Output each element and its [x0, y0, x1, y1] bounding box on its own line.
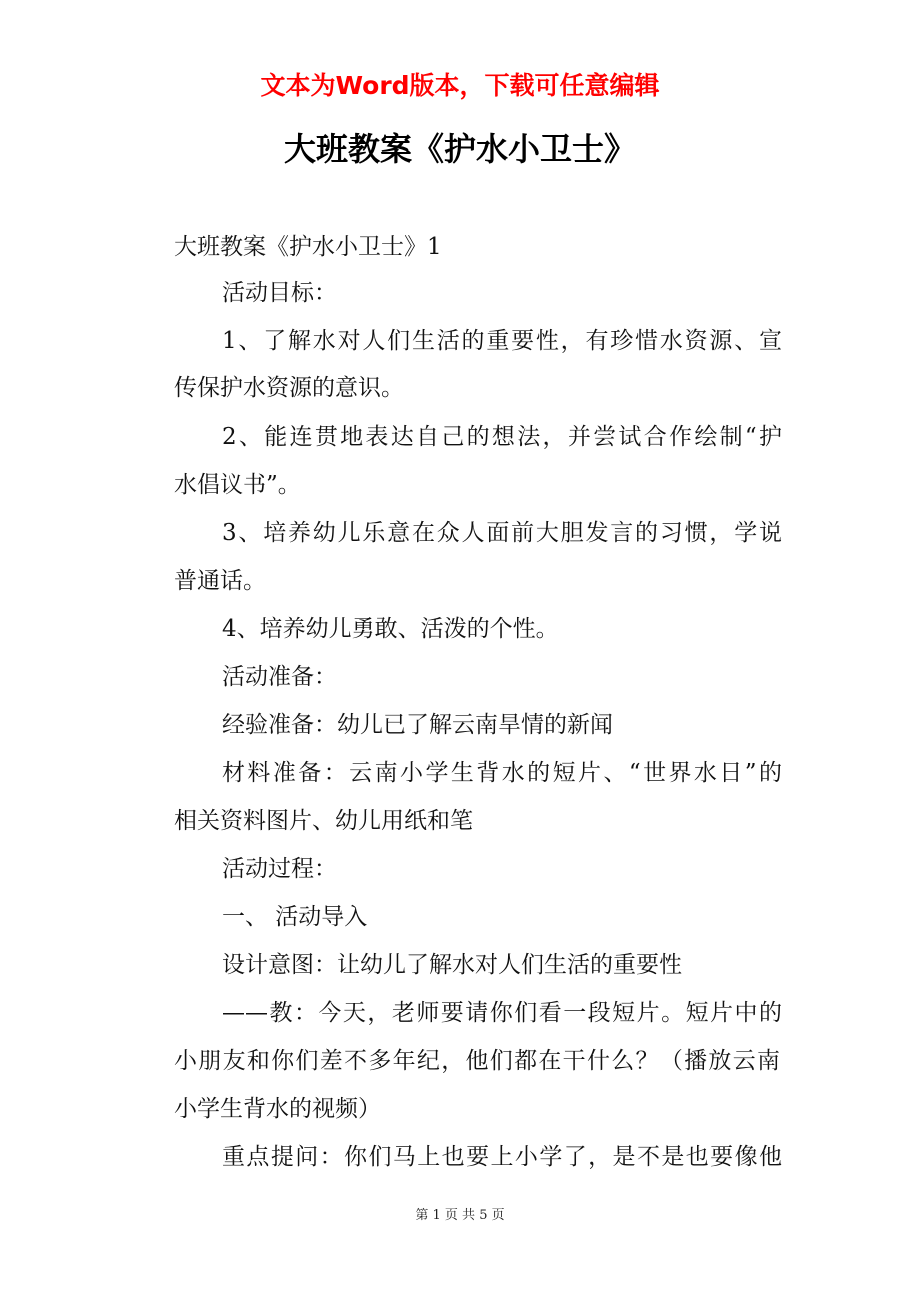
document-title: 大班教案《护水小卫士》 — [283, 130, 636, 168]
paragraph-line: 设计意图：让幼儿了解水对人们生活的重要性 — [222, 952, 682, 978]
page-number-footer: 第 1 页 共 5 页 — [415, 1208, 505, 1223]
paragraph-line: 活动准备： — [222, 664, 337, 690]
paragraph-line: 小朋友和你们差不多年纪，他们都在干什么？（播放云南 — [174, 1048, 780, 1074]
word-version-banner: 文本为Word版本，下载可任意编辑 — [260, 71, 660, 100]
paragraph-line: 3、培养幼儿乐意在众人面前大胆发言的习惯，学说 — [222, 520, 782, 546]
paragraph-line: 水倡议书”。 — [174, 472, 301, 498]
paragraph-line: ——教：今天，老师要请你们看一段短片。短片中的 — [222, 1000, 782, 1026]
paragraph-line: 材料准备：云南小学生背水的短片、“世界水日”的 — [222, 760, 782, 786]
paragraph-line: 活动目标： — [222, 280, 337, 306]
paragraph-line: 1、了解水对人们生活的重要性，有珍惜水资源、宣 — [222, 328, 782, 354]
paragraph-line: 2、能连贯地表达自己的想法，并尝试合作绘制“护 — [222, 424, 782, 450]
paragraph-line: 相关资料图片、幼儿用纸和笔 — [174, 808, 473, 834]
paragraph-line: 经验准备：幼儿已了解云南旱情的新闻 — [222, 712, 613, 738]
section-heading: 大班教案《护水小卫士》1 — [174, 234, 442, 260]
paragraph-line: 传保护水资源的意识。 — [174, 375, 404, 401]
paragraph-line: 小学生背水的视频） — [174, 1096, 381, 1122]
paragraph-line: 重点提问：你们马上也要上小学了，是不是也要像他 — [222, 1144, 782, 1170]
paragraph-line: 4、培养幼儿勇敢、活泼的个性。 — [222, 616, 559, 642]
paragraph-line: 活动过程： — [222, 856, 337, 882]
paragraph-line: 普通话。 — [174, 568, 266, 594]
paragraph-line: 一、 活动导入 — [222, 904, 368, 930]
